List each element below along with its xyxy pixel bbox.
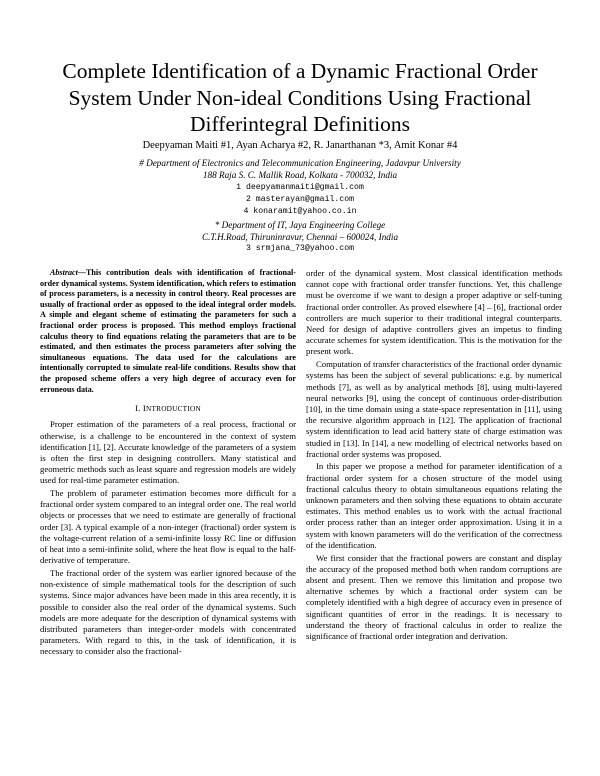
affiliation-2-line-1: * Department of IT, Jaya Engineering College xyxy=(214,220,386,230)
author-list: Deepyaman Maiti #1, Ayan Acharya #2, R. Janarthanan *3, Amit Konar #4 xyxy=(142,140,458,151)
section-title-initial: I xyxy=(142,403,147,414)
intro-paragraph: The problem of parameter estimation becomes more difficult for a fractional order system compared to an integral order one. The real world objects or processes that we need to estimate are generally of fractional order [3]. A typical example of a non-integer (fractional) order system is the voltage-current relation of a semi-infinite lossy RC line or diffusion of heat into a semi-infinite solid, where the heat flow is equal to the half-derivative of temperature. xyxy=(40,488,296,566)
abstract-text: This contribution deals with identification of fractional-order dynamical systems. System identification, which refers to estimation of process parameters, is a necessity in control theory. Real processes are usually of fractional order as opposed to the ideal integral order models. A simple and elegant scheme of estimating the parameters for such a fractional order process is proposed. This method employs fractional calculus theory to find equations relating the parameters that are to be estimated, and then estimates the process parameters after solving the simultaneous equations. The data used for the calculations are intentionally corrupted to simulate real-life conditions. Results show that the proposed scheme offers a very high degree of accuracy even for erroneous data. xyxy=(40,268,296,394)
body-paragraph: We first consider that the fractional powers are constant and display the accuracy of the proposed method both when random corruptions are absent and present. Then we remove this limitation and propose two alternative schemes by which a fractional order system can be completely identified with a high degree of accuracy even in presence of significant quantities of error in the readings. It is necessary to understand the theory of fractional calculus in order to realize the significance of fractional order integration and derivation. xyxy=(306,552,562,641)
intro-paragraph: Proper estimation of the parameters of a real process, fractional or otherwise, is a challenge to be encountered in the context of system identification [1], [2]. Accurate knowledge of the parameters of a system is often the first step in designing controllers. Many statistical and geometric methods such as least square and regression models are widely used for real-time parameter estimation. xyxy=(40,419,296,486)
left-column xyxy=(40,268,296,659)
section-title-rest: NTRODUCTION xyxy=(146,404,201,414)
affiliation-2-line-2: C.T.H.Road, Thiruninravur, Chennai – 600024, India xyxy=(201,232,399,242)
email-2: 2 masterayan@gmail.com xyxy=(245,195,355,204)
email-1: 1 deepyamanmaiti@gmail.com xyxy=(236,183,364,192)
email-4: 4 konaramit@yahoo.co.in xyxy=(243,207,357,216)
section-number: I. xyxy=(135,403,141,414)
section-heading-introduction xyxy=(40,403,296,414)
right-column xyxy=(306,268,562,644)
abstract xyxy=(40,268,296,395)
body-paragraph: Computation of transfer characteristics of the fractional order dynamic systems has been the subject of several publications: e.g. by numerical methods [7], as well as by analytical methods [8], using multi-layered neural networks [9], using the concept of continuous order-distribution [10], in the time domain using a state-space representation in [11], using the recursive algorithm approach in [12]. The application of fractional system identification to lead acid battery state of charge estimation was studied in [13]. In [14], a new modelling of electrical networks based on fractional order systems was proposed. xyxy=(306,359,562,459)
abstract-label: Abstract— xyxy=(50,268,86,277)
email-3: 3 srmjana_73@yahoo.com xyxy=(245,244,355,253)
affiliation-1-line-1: # Department of Electronics and Telecommunication Engineering, Jadavpur University xyxy=(139,158,461,168)
paper-title: Complete Identification of a Dynamic Fractional Order System Under Non-ideal Conditions Using Fractional Differintegral Definitions xyxy=(62,59,538,136)
affiliation-1-line-2: 188 Raja S. C. Mallik Road, Kolkata - 700032, India xyxy=(202,170,398,180)
body-paragraph: order of the dynamical system. Most classical identification methods cannot cope with fractional order transfer functions. Yet, this challenge must be overcome if we want to design a proper adaptive or self-tuning fractional order controller. As proved elsewhere [4] – [6], fractional order controllers are much superior to their traditional integral counterparts. Need for design of adaptive controllers gives an impetus to finding accurate schemes for system identification. This is the motivation for the present work. xyxy=(306,268,562,357)
intro-paragraph: The fractional order of the system was earlier ignored because of the non-existence of simple mathematical tools for the description of such systems. Since major advances have been made in this area recently, it is possible to consider also the real order of the dynamical systems. Such models are more adequate for the description of dynamical systems with distributed parameters than integer-order models with concentrated parameters. With regard to this, in the task of identification, it is necessary to consider also the fractional- xyxy=(40,567,296,657)
body-paragraph: In this paper we propose a method for parameter identification of a fractional order system for a chosen structure of the model using fractional calculus theory to obtain simultaneous equations relating the unknown parameters and then solving these equations to obtain accurate estimates. This method enables us to work with the actual fractional order process rather than an integer order approximation. Using it in a system with known parameters will do the verification of the correctness of the identification. xyxy=(306,461,562,550)
